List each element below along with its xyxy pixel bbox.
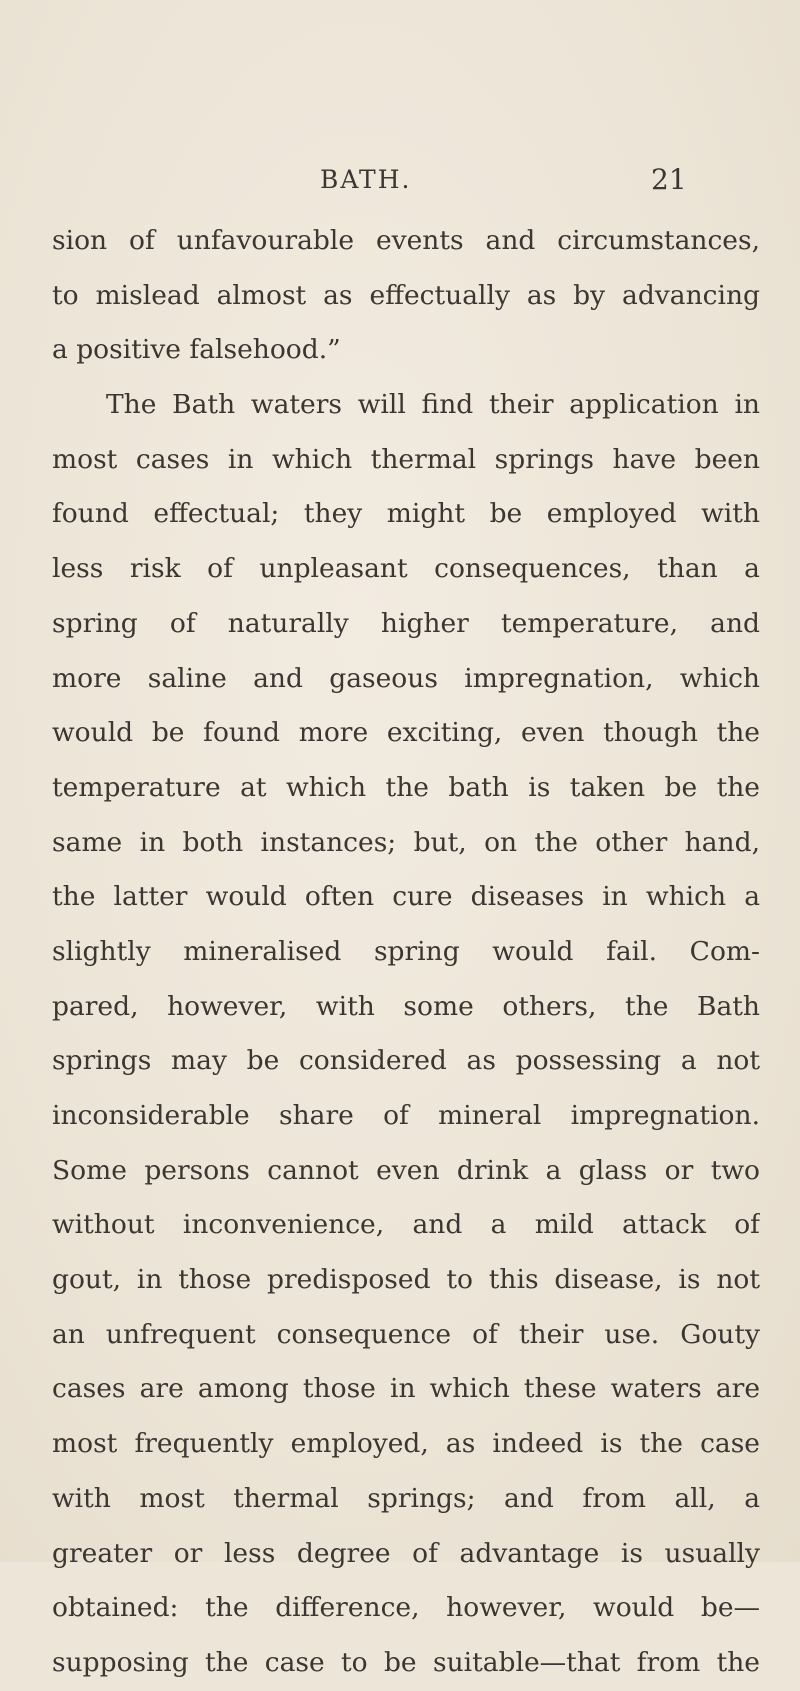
text-line: cases are among those in which these waters are [52,1373,760,1405]
text-line: found effectual; they might be employed with [52,498,760,530]
text-line: more saline and gaseous impregnation, which [52,662,760,694]
text-line: temperature at which the bath is taken be the [52,771,760,803]
text-line: spring of naturally higher temperature, and [52,607,760,639]
page-number: 21 [651,163,687,196]
text-line: a positive falsehood.” [52,334,341,366]
text-line: Some persons cannot even drink a glass or two [52,1154,760,1186]
text-line: inconsiderable share of mineral impregnation. [52,1100,760,1131]
running-title: BATH. [320,165,412,194]
text-line: same in both instances; but, on the other hand, [52,826,760,858]
text-line: obtained: the difference, however, would be— [52,1592,760,1624]
text-line: The Bath waters will find their application in [106,389,760,421]
text-line: less risk of unpleasant consequences, than a [52,553,760,585]
text-line: supposing the case to be suitable—that from the [52,1646,760,1678]
text-line: most frequently employed, as indeed is the case [52,1428,760,1460]
text-line: gout, in those predisposed to this disease, is not [52,1264,760,1296]
text-line: springs may be considered as possessing a not [52,1045,760,1077]
text-line: slightly mineralised spring would fail. Com- [52,935,760,967]
text-line: with most thermal springs; and from all, a [52,1482,760,1514]
text-line: the latter would often cure diseases in which a [52,881,760,913]
text-line: most cases in which thermal springs have been [52,443,760,475]
text-line: an unfrequent consequence of their use. Gouty [52,1318,760,1350]
body-text [52,214,760,1691]
text-line: to mislead almost as effectually as by advancing [52,279,760,311]
text-line: sion of unfavourable events and circumstances, [52,225,760,256]
running-head [0,160,800,200]
text-line: without inconvenience, and a mild attack of [52,1209,760,1241]
text-line: pared, however, with some others, the Bath [52,990,760,1022]
text-line: would be found more exciting, even though the [52,717,760,749]
text-line: greater or less degree of advantage is usually [52,1537,760,1569]
